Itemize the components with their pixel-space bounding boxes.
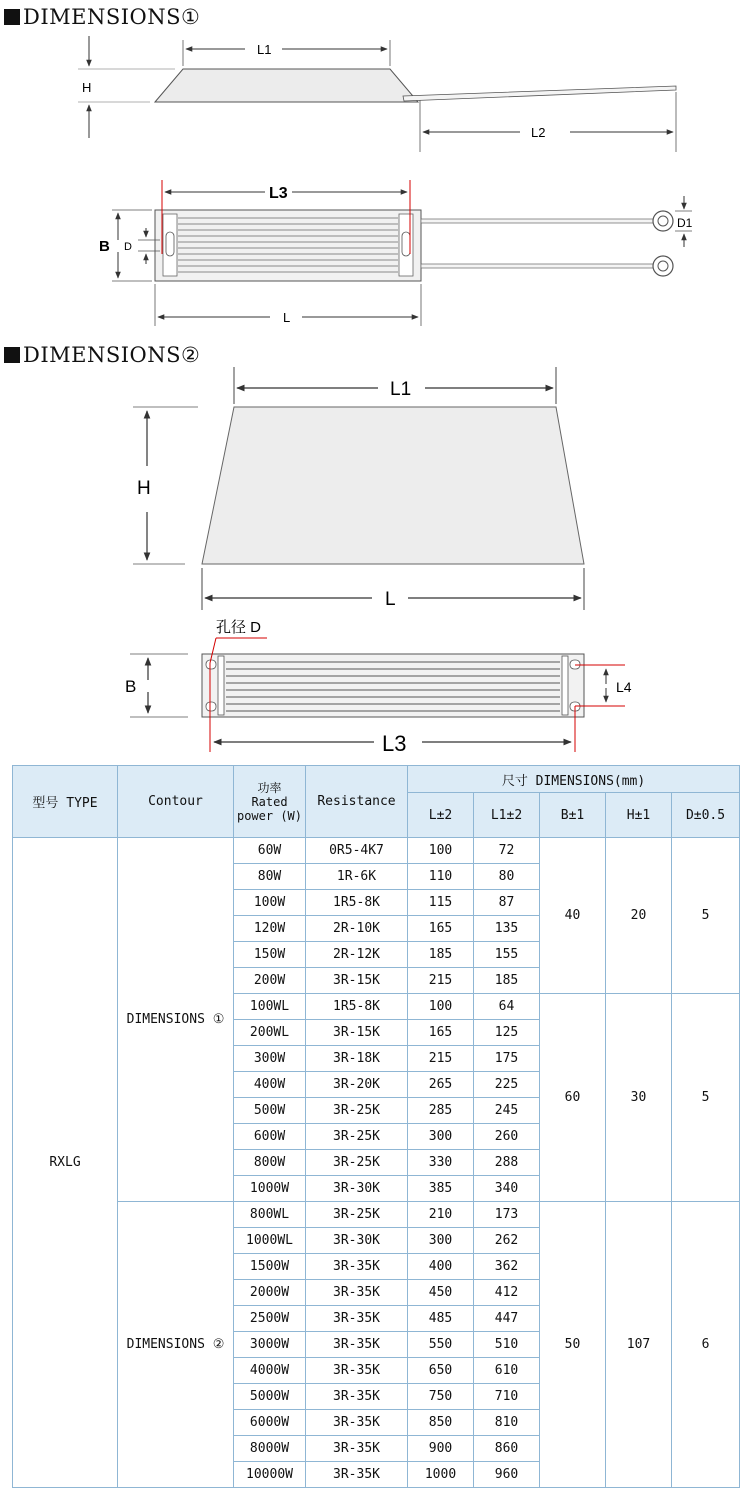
cell-resistance: 3R-15K bbox=[306, 1020, 408, 1046]
cell-resistance: 3R-35K bbox=[306, 1410, 408, 1436]
cell-contour: DIMENSIONS ① bbox=[118, 838, 234, 1202]
dim2-label-l1: L1 bbox=[390, 379, 412, 400]
header-type: 型号 TYPE bbox=[13, 766, 118, 838]
cell-resistance: 3R-35K bbox=[306, 1436, 408, 1462]
cell-b: 40 bbox=[540, 838, 606, 994]
cell-power: 2000W bbox=[234, 1280, 306, 1306]
cell-b: 50 bbox=[540, 1202, 606, 1488]
cell-l: 100 bbox=[408, 838, 474, 864]
dim2-label-hole-diameter: 孔径 D bbox=[216, 619, 262, 636]
cell-l1: 860 bbox=[474, 1436, 540, 1462]
cell-power: 800WL bbox=[234, 1202, 306, 1228]
cell-l: 215 bbox=[408, 968, 474, 994]
cell-resistance: 0R5-4K7 bbox=[306, 838, 408, 864]
cell-l: 210 bbox=[408, 1202, 474, 1228]
cell-resistance: 3R-35K bbox=[306, 1332, 408, 1358]
cell-contour: DIMENSIONS ② bbox=[118, 1202, 234, 1488]
cell-l: 485 bbox=[408, 1306, 474, 1332]
cell-d: 5 bbox=[672, 994, 740, 1202]
cell-l1: 135 bbox=[474, 916, 540, 942]
cell-power: 10000W bbox=[234, 1462, 306, 1488]
section-title-dimensions-2: DIMENSIONS② bbox=[4, 343, 200, 367]
cell-l: 1000 bbox=[408, 1462, 474, 1488]
cell-power: 600W bbox=[234, 1124, 306, 1150]
header-contour: Contour bbox=[118, 766, 234, 838]
top-view-body-large bbox=[202, 654, 584, 717]
dimensions-1-drawing bbox=[0, 0, 750, 335]
cell-l1: 510 bbox=[474, 1332, 540, 1358]
cell-resistance: 2R-12K bbox=[306, 942, 408, 968]
cell-l: 900 bbox=[408, 1436, 474, 1462]
cell-h: 107 bbox=[606, 1202, 672, 1488]
cell-power: 120W bbox=[234, 916, 306, 942]
header-d: D±0.5 bbox=[672, 793, 740, 838]
cell-type: RXLG bbox=[13, 838, 118, 1488]
cell-l: 850 bbox=[408, 1410, 474, 1436]
cell-l1: 175 bbox=[474, 1046, 540, 1072]
cell-resistance: 2R-10K bbox=[306, 916, 408, 942]
cell-d: 6 bbox=[672, 1202, 740, 1488]
cell-resistance: 3R-18K bbox=[306, 1046, 408, 1072]
header-b: B±1 bbox=[540, 793, 606, 838]
cell-power: 200WL bbox=[234, 1020, 306, 1046]
cell-resistance: 3R-25K bbox=[306, 1124, 408, 1150]
side-view-body bbox=[155, 69, 418, 102]
cell-power: 1500W bbox=[234, 1254, 306, 1280]
cell-l1: 87 bbox=[474, 890, 540, 916]
cell-l1: 245 bbox=[474, 1098, 540, 1124]
cell-l1: 64 bbox=[474, 994, 540, 1020]
cell-l: 400 bbox=[408, 1254, 474, 1280]
dim2-label-h: H bbox=[137, 478, 151, 499]
cell-l1: 610 bbox=[474, 1358, 540, 1384]
cell-l1: 960 bbox=[474, 1462, 540, 1488]
header-l: L±2 bbox=[408, 793, 474, 838]
dim1-label-l3: L3 bbox=[269, 185, 288, 202]
cell-resistance: 3R-35K bbox=[306, 1306, 408, 1332]
cell-resistance: 3R-20K bbox=[306, 1072, 408, 1098]
dim1-label-b: B bbox=[99, 238, 110, 255]
cell-resistance: 3R-30K bbox=[306, 1176, 408, 1202]
cell-power: 1000WL bbox=[234, 1228, 306, 1254]
cell-l1: 125 bbox=[474, 1020, 540, 1046]
cell-power: 1000W bbox=[234, 1176, 306, 1202]
cell-l: 285 bbox=[408, 1098, 474, 1124]
cell-l: 450 bbox=[408, 1280, 474, 1306]
cell-resistance: 3R-35K bbox=[306, 1384, 408, 1410]
dim2-label-b: B bbox=[125, 677, 137, 696]
cell-l1: 362 bbox=[474, 1254, 540, 1280]
cell-power: 4000W bbox=[234, 1358, 306, 1384]
cell-b: 60 bbox=[540, 994, 606, 1202]
dim1-label-h: H bbox=[82, 80, 92, 95]
dim1-label-d1: D1 bbox=[677, 216, 693, 230]
cell-l: 385 bbox=[408, 1176, 474, 1202]
cell-resistance: 3R-35K bbox=[306, 1280, 408, 1306]
header-h: H±1 bbox=[606, 793, 672, 838]
cell-l: 100 bbox=[408, 994, 474, 1020]
cell-d: 5 bbox=[672, 838, 740, 994]
cell-power: 800W bbox=[234, 1150, 306, 1176]
cell-l: 550 bbox=[408, 1332, 474, 1358]
cell-l: 115 bbox=[408, 890, 474, 916]
cell-h: 30 bbox=[606, 994, 672, 1202]
header-dimensions: 尺寸 DIMENSIONS(mm) bbox=[408, 766, 740, 793]
cell-power: 3000W bbox=[234, 1332, 306, 1358]
cell-resistance: 3R-35K bbox=[306, 1358, 408, 1384]
cell-h: 20 bbox=[606, 838, 672, 994]
cell-l1: 340 bbox=[474, 1176, 540, 1202]
cell-l1: 173 bbox=[474, 1202, 540, 1228]
cell-l: 110 bbox=[408, 864, 474, 890]
cell-l: 215 bbox=[408, 1046, 474, 1072]
cell-resistance: 3R-25K bbox=[306, 1098, 408, 1124]
dim2-label-l4: L4 bbox=[616, 679, 632, 695]
cell-l1: 810 bbox=[474, 1410, 540, 1436]
cell-power: 5000W bbox=[234, 1384, 306, 1410]
cell-l: 265 bbox=[408, 1072, 474, 1098]
cell-l: 750 bbox=[408, 1384, 474, 1410]
header-l1: L1±2 bbox=[474, 793, 540, 838]
cell-resistance: 3R-35K bbox=[306, 1462, 408, 1488]
cell-power: 2500W bbox=[234, 1306, 306, 1332]
cell-power: 8000W bbox=[234, 1436, 306, 1462]
cell-power: 100W bbox=[234, 890, 306, 916]
cell-power: 100WL bbox=[234, 994, 306, 1020]
cell-power: 6000W bbox=[234, 1410, 306, 1436]
cell-l1: 262 bbox=[474, 1228, 540, 1254]
dim1-label-l: L bbox=[283, 310, 291, 325]
cell-l: 185 bbox=[408, 942, 474, 968]
cell-power: 60W bbox=[234, 838, 306, 864]
dim1-label-d: D bbox=[124, 241, 132, 253]
cell-l: 165 bbox=[408, 1020, 474, 1046]
cell-power: 300W bbox=[234, 1046, 306, 1072]
cell-l: 300 bbox=[408, 1124, 474, 1150]
cell-l1: 80 bbox=[474, 864, 540, 890]
cell-power: 500W bbox=[234, 1098, 306, 1124]
side-view-body-large bbox=[202, 407, 584, 564]
cell-power: 400W bbox=[234, 1072, 306, 1098]
cell-resistance: 1R-6K bbox=[306, 864, 408, 890]
cell-resistance: 3R-30K bbox=[306, 1228, 408, 1254]
cell-l1: 710 bbox=[474, 1384, 540, 1410]
cell-l1: 72 bbox=[474, 838, 540, 864]
cell-l1: 260 bbox=[474, 1124, 540, 1150]
cell-l1: 225 bbox=[474, 1072, 540, 1098]
cell-l1: 155 bbox=[474, 942, 540, 968]
section-title-dimensions-1: DIMENSIONS① bbox=[4, 5, 200, 29]
cell-l1: 447 bbox=[474, 1306, 540, 1332]
cell-resistance: 3R-25K bbox=[306, 1150, 408, 1176]
specification-table-body bbox=[13, 838, 740, 1488]
cell-l1: 185 bbox=[474, 968, 540, 994]
cell-resistance: 1R5-8K bbox=[306, 994, 408, 1020]
cell-l1: 288 bbox=[474, 1150, 540, 1176]
dim1-label-l1: L1 bbox=[257, 42, 272, 57]
cell-power: 80W bbox=[234, 864, 306, 890]
cell-resistance: 1R5-8K bbox=[306, 890, 408, 916]
table-row bbox=[13, 1202, 740, 1228]
cell-l: 330 bbox=[408, 1150, 474, 1176]
lead-wire bbox=[403, 86, 676, 101]
cell-l1: 412 bbox=[474, 1280, 540, 1306]
cell-l: 165 bbox=[408, 916, 474, 942]
cell-resistance: 3R-35K bbox=[306, 1254, 408, 1280]
dimensions-2-drawing bbox=[0, 360, 750, 760]
top-view-body bbox=[155, 210, 421, 281]
cell-resistance: 3R-15K bbox=[306, 968, 408, 994]
cell-power: 200W bbox=[234, 968, 306, 994]
cell-l: 300 bbox=[408, 1228, 474, 1254]
cell-power: 150W bbox=[234, 942, 306, 968]
dim2-label-l3: L3 bbox=[382, 731, 407, 756]
header-rated-power: 功率 Rated power (W) bbox=[234, 766, 306, 838]
specification-table bbox=[12, 765, 740, 1488]
cell-l: 650 bbox=[408, 1358, 474, 1384]
cell-resistance: 3R-25K bbox=[306, 1202, 408, 1228]
header-resistance: Resistance bbox=[306, 766, 408, 838]
dim1-label-l2: L2 bbox=[531, 125, 546, 140]
table-row bbox=[13, 838, 740, 864]
dim2-label-l: L bbox=[385, 589, 396, 610]
